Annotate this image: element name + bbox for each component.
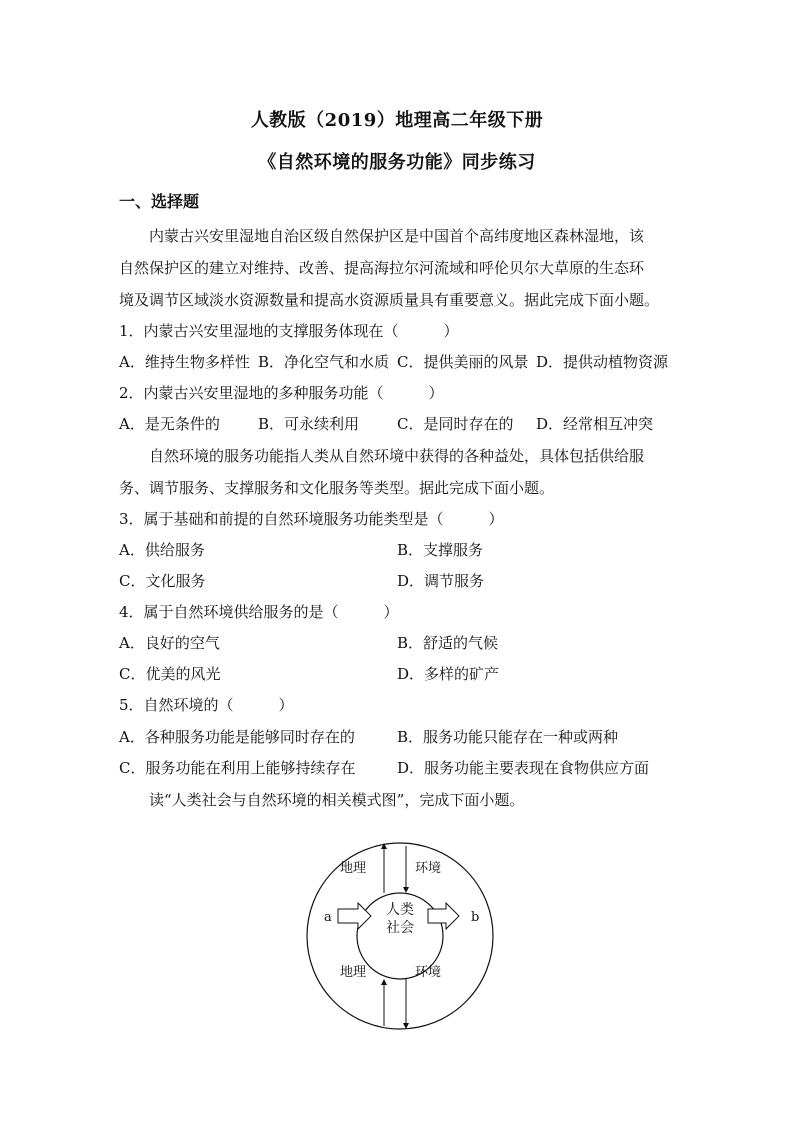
passage1-line3: 境及调节区域淡水资源数量和提高水资源质量具有重要意义。据此完成下面小题。 (119, 291, 660, 309)
passage1-line2: 自然保护区的建立对维持、改善、提高海拉尔河流域和呼伦贝尔大草原的生态环 (119, 259, 645, 277)
q5-stem: 5．自然环境的（ ） (119, 696, 294, 714)
q2-option-a: A．是无条件的 (119, 415, 220, 433)
label-a: a (324, 910, 332, 925)
q1-option-a: A．维持生物多样性 (119, 353, 250, 371)
q4-option-a: A．良好的空气 (119, 634, 220, 652)
q2-option-b: B．可永续利用 (258, 415, 360, 433)
label-bottom-left: 地理 (340, 965, 367, 980)
label-top-right: 环境 (415, 861, 442, 876)
output-block-arrow (428, 903, 459, 929)
document-subtitle: 《自然环境的服务功能》同步练习 (258, 152, 536, 173)
human-environment-diagram (300, 836, 500, 1036)
passage2-line2: 务、调节服务、支撑服务和文化服务等类型。据此完成下面小题。 (119, 479, 555, 497)
label-b: b (471, 910, 480, 925)
center-label-line1: 人类 (386, 902, 414, 918)
q4-option-c: C．优美的风光 (119, 665, 221, 683)
q1-option-d: D．提供动植物资源 (536, 353, 669, 371)
q5-option-b: B．服务功能只能存在一种或两种 (397, 728, 619, 746)
passage2-line1: 自然环境的服务功能指人类从自然环境中获得的各种益处，具体包括供给服 (149, 447, 645, 465)
q5-option-a: A．各种服务功能是能够同时存在的 (119, 728, 355, 746)
q1-option-c: C．提供美丽的风景 (397, 353, 529, 371)
input-block-arrow (338, 903, 371, 929)
passage1-line1: 内蒙古兴安里湿地自治区级自然保护区是中国首个高纬度地区森林湿地，该 (149, 227, 645, 245)
q2-stem: 2．内蒙古兴安里湿地的多种服务功能（ ） (119, 384, 444, 402)
q1-option-b: B．净化空气和水质 (258, 353, 390, 371)
q1-stem: 1．内蒙古兴安里湿地的支撑服务体现在（ ） (119, 322, 459, 340)
q5-option-d: D．服务功能主要表现在食物供应方面 (397, 759, 650, 777)
q3-stem: 3．属于基础和前提的自然环境服务功能类型是（ ） (119, 510, 504, 528)
q4-stem: 4．属于自然环境供给服务的是（ ） (119, 603, 399, 621)
outer-circle (307, 843, 493, 1029)
passage3-line1: 读“人类社会与自然环境的相关模式图”，完成下面小题。 (149, 791, 525, 809)
q4-option-b: B．舒适的气候 (397, 634, 499, 652)
section-heading: 一、选择题 (119, 192, 200, 211)
label-bottom-right: 环境 (415, 965, 442, 980)
q3-option-a: A．供给服务 (119, 541, 205, 559)
q3-option-c: C．文化服务 (119, 572, 206, 590)
label-top-left: 地理 (340, 861, 367, 876)
q3-option-d: D．调节服务 (397, 572, 485, 590)
q4-option-d: D．多样的矿产 (397, 665, 500, 683)
q2-option-d: D．经常相互冲突 (536, 415, 654, 433)
q3-option-b: B．支撑服务 (397, 541, 484, 559)
center-label-line2: 社会 (386, 920, 414, 936)
q5-option-c: C．服务功能在利用上能够持续存在 (119, 759, 356, 777)
document-title: 人教版（2019）地理高二年级下册 (250, 110, 544, 131)
q2-option-c: C．是同时存在的 (397, 415, 514, 433)
